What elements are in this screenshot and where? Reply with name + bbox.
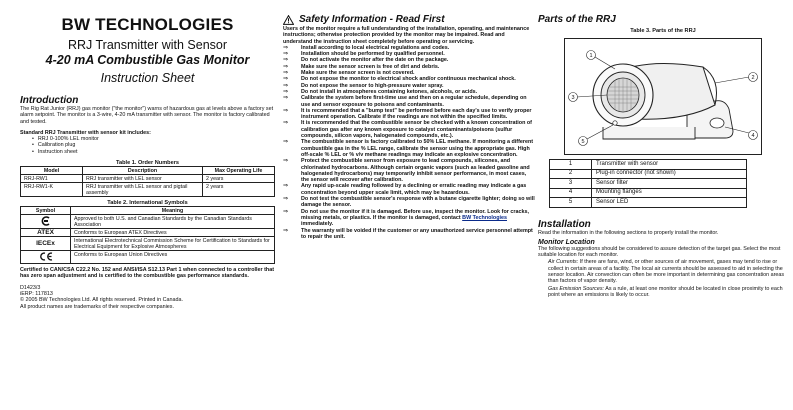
list-item: • Calibration plug xyxy=(32,142,275,148)
rrj-figure xyxy=(564,38,762,155)
table-header: Max Operating Life xyxy=(203,167,275,175)
safety-item-text: Installation should be performed by qualified personnel. xyxy=(301,51,445,58)
arrow-icon: ⇒ xyxy=(283,120,289,127)
arrow-icon: ⇒ xyxy=(283,63,289,70)
document-footer xyxy=(20,285,275,310)
callout-1: 1 xyxy=(589,53,593,59)
table-row xyxy=(550,198,747,208)
arrow-icon: ⇒ xyxy=(283,76,289,83)
ce-symbol-icon xyxy=(21,251,71,264)
safety-item xyxy=(283,228,535,241)
safety-item-text: Do not expose the sensor to high-pressure water spray. xyxy=(301,82,444,89)
parts-heading: Parts of the RRJ xyxy=(538,14,616,25)
list-item: • RRJ 0-100% LEL monitor xyxy=(32,136,275,142)
air-currents-text xyxy=(538,259,788,284)
callout-2: 2 xyxy=(751,75,755,81)
gas-emission-label: Gas Emission Sources: xyxy=(548,285,605,292)
table-row xyxy=(21,237,275,251)
intro-heading: Introduction xyxy=(20,95,79,106)
safety-item-text: Calibrate the system before first-time use and then on a regular schedule, depending on use and sensor exposure to poisons and contaminants. xyxy=(301,95,527,108)
table-cell: 2 years xyxy=(203,175,275,183)
installation-section xyxy=(538,219,788,299)
gas-emission-body: As a rule, at least one monitor should be located in close proximity to each point where an emissions is likely to occur. xyxy=(548,285,783,298)
table-row xyxy=(550,169,747,179)
kit-heading: Standard RRJ Transmitter with sensor kit includes: xyxy=(20,129,151,136)
safety-item-text: The combustible sensor is factory calibrated to 50% LEL methane. If monitoring a different combustible gas in the % LEL range, calibrate the sensor using the appropriate gas. High off-scale % LEL or % v/v methane readings may indicate an explosive concentration. xyxy=(301,139,534,158)
safety-intro: Users of the monitor require a full understanding of the installation, operating, and maintenance instructions; otherwise protection provided by the monitor may be impaired. Read and understand the instruction sheet completely before operating or servicing. xyxy=(283,26,530,45)
installation-text: Read the information in the following sections to properly install the monitor. xyxy=(538,229,719,236)
middle-column xyxy=(283,0,535,240)
intro-text: The Rig Rat Junior (RRJ) gas monitor ("the monitor") warns of hazardous gas at levels above a factory set alarm setpoint. The monitor is a 3-wire, 4-20 mA transmitter with sensor. The monitor is factory calibrated and tested. xyxy=(20,106,274,125)
safety-item-text: Make sure the sensor screen is free of dirt and debris. xyxy=(301,63,440,70)
arrow-icon: ⇒ xyxy=(283,107,289,114)
callout-5: 5 xyxy=(581,139,585,145)
table-cell: 2 xyxy=(550,169,592,179)
safety-title: Safety Information - Read First xyxy=(299,14,445,25)
table-cell: 3 xyxy=(550,179,592,189)
safety-item-text: Do not activate the monitor after the date on the package. xyxy=(301,57,449,64)
table-cell: RRJ-RW1 xyxy=(21,175,83,183)
table-header: Model xyxy=(21,167,83,175)
safety-item xyxy=(283,108,535,121)
arrow-icon: ⇒ xyxy=(283,70,289,77)
brand-title: BW TECHNOLOGIES xyxy=(61,15,234,34)
safety-item xyxy=(283,95,535,108)
warning-icon xyxy=(283,15,294,25)
table-header: Meaning xyxy=(71,207,275,215)
parts-table xyxy=(549,159,747,208)
installation-heading: Installation xyxy=(538,218,591,230)
arrow-icon: ⇒ xyxy=(283,208,289,215)
safety-item-text: Do not expose the monitor to electrical shock and/or continuous mechanical shock. xyxy=(301,76,516,83)
table-cell: 4 xyxy=(550,188,592,198)
arrow-icon: ⇒ xyxy=(283,158,289,165)
iecex-symbol: IECEx xyxy=(21,237,71,251)
safety-item-text: It is recommended that a "bump test" be performed before each day's use to verify proper instrument operation. Calibrate if the readings are not within the specified limits. xyxy=(301,107,532,121)
arrow-icon: ⇒ xyxy=(283,44,289,51)
doc-type: Instruction Sheet xyxy=(100,71,195,85)
csa-symbol-icon xyxy=(21,215,71,229)
symbols-table xyxy=(20,206,275,264)
arrow-icon: ⇒ xyxy=(283,139,289,146)
doc-id: D1423/3 xyxy=(20,284,41,291)
table-header: Description xyxy=(83,167,203,175)
table-cell: Conforms to European ATEX Directives xyxy=(71,229,275,237)
safety-list xyxy=(283,45,535,240)
table-cell: Sensor filter xyxy=(592,179,747,189)
safety-item-text: Do not test the combustible sensor's response with a butane cigarette lighter; doing so will damage the sensor. xyxy=(301,196,535,209)
safety-item-text: The warranty will be voided if the customer or any unauthorized service personnel attempt to repair the unit. xyxy=(301,227,533,240)
arrow-icon: ⇒ xyxy=(283,82,289,89)
copyright: © 2005 BW Technologies Ltd. All rights reserved. Printed in Canada. xyxy=(20,297,183,304)
table-cell: RRJ transmitter with LEL sensor and pigtail assembly xyxy=(83,183,203,197)
table-cell: Mounting flanges xyxy=(592,188,747,198)
table-row xyxy=(550,160,747,170)
safety-item-text: Install according to local electrical regulations and codes. xyxy=(301,44,450,51)
arrow-icon: ⇒ xyxy=(283,183,289,190)
certification-note: Certified to CAN/CSA C22.2 No. 152 and ANSI/ISA S12.13 Part 1 when connected to a controller that has zero span adjustment and is certified to the combustible gas performance standards. xyxy=(20,267,275,280)
list-item: • Instruction sheet xyxy=(32,149,275,155)
monitor-location-text: The following suggestions should be considered to assure detection of the target gas. Select the most suitable location for each monitor. xyxy=(538,245,781,259)
table-cell: Transmitter with sensor xyxy=(592,160,747,170)
table-cell: Sensor LED xyxy=(592,198,747,208)
arrow-icon: ⇒ xyxy=(283,88,289,95)
table-cell: RRJ transmitter with LEL sensor xyxy=(83,175,203,183)
table-cell: RRJ-RW1-K xyxy=(21,183,83,197)
safety-item xyxy=(283,196,535,209)
safety-item-text: Any rapid up-scale reading followed by a declining or erratic reading may indicate a gas concentration beyond upper scale limit, which may be hazardous. xyxy=(301,183,527,196)
table-row xyxy=(21,229,275,237)
table-row xyxy=(550,188,747,198)
table-cell: 1 xyxy=(550,160,592,170)
arrow-icon: ⇒ xyxy=(283,227,289,234)
table-cell: 2 years xyxy=(203,183,275,197)
table-row xyxy=(550,179,747,189)
callout-4: 4 xyxy=(751,133,755,139)
product-subtitle-bold: 4-20 mA Combustible Gas Monitor xyxy=(45,53,250,67)
gas-emission-text xyxy=(538,286,788,299)
table-cell: International Electrotechnical Commission Scheme for Certification to Standards for Electrical Equipment for Explosive Atmospheres xyxy=(71,237,275,251)
table-cell: Approved to both U.S. and Canadian Standards by the Canadian Standards Association xyxy=(71,215,275,229)
arrow-icon: ⇒ xyxy=(283,95,289,102)
table-row xyxy=(21,215,275,229)
table-row xyxy=(21,175,275,183)
safety-item xyxy=(283,209,535,228)
air-currents-body: If there are fans, wind, or other sources of air movement, gases may tend to rise or collect in certain areas of a facility. The local air currents should be assessed to aid in selecting the sensor location. Air convection can often be more important in determining gas concentration areas than factors of vapor density. xyxy=(548,259,785,285)
monitor-location-heading: Monitor Location xyxy=(538,238,595,246)
arrow-icon: ⇒ xyxy=(283,57,289,64)
arrow-icon: ⇒ xyxy=(283,51,289,58)
table-row xyxy=(21,183,275,197)
trademark-note: All product names are trademarks of their respective companies. xyxy=(20,303,175,310)
erp-number: iERP: 117813 xyxy=(20,290,53,297)
product-subtitle: RRJ Transmitter with Sensor xyxy=(67,38,228,52)
arrow-icon: ⇒ xyxy=(283,196,289,203)
safety-item-text: It is recommended that the combustible sensor be checked with a known concentration of calibration gas after any known exposure to catalyst contaminants/poisons (sulfur compounds, silicon vapors, halogenated compounds, etc.). xyxy=(301,120,532,140)
right-column xyxy=(538,0,788,298)
safety-item xyxy=(283,183,535,196)
callout-3: 3 xyxy=(571,95,575,101)
kit-list xyxy=(32,136,275,155)
air-currents-label: Air Currents: xyxy=(548,259,579,266)
safety-item-text: Protect the combustible sensor from exposure to lead compounds, silicones, and chlorinated hydrocarbons. Although certain organic vapors (such as leaded gasoline and halogenated hydrocarbons) may temporarily inhibit sensor performance, in most cases, the sensor will recover after calibration. xyxy=(301,158,530,184)
order-table xyxy=(20,166,275,197)
safety-item xyxy=(283,120,535,139)
rrj-device-illustration xyxy=(565,39,761,154)
table-row xyxy=(21,251,275,264)
parts-caption: Table 3. Parts of the RRJ xyxy=(630,28,696,34)
bw-technologies-link[interactable]: BW Technologies xyxy=(462,214,507,221)
order-table-caption: Table 1. Order Numbers xyxy=(115,160,179,167)
safety-item-text: Do not install in atmospheres containing ketones, alcohols, or acids. xyxy=(301,88,478,95)
table-cell: Conforms to European Union Directives xyxy=(71,251,275,264)
atex-symbol: ATEX xyxy=(21,229,71,237)
symbols-table-caption: Table 2. International Symbols xyxy=(107,200,188,207)
safety-item-text: Do not use the monitor if it is damaged. Before use, inspect the monitor. Look for cracks, missing metals, or plastics. If the monitor is damaged, contact BW Technologies immediately. xyxy=(301,208,529,228)
safety-item-text: Make sure the sensor screen is not covered. xyxy=(301,70,415,77)
safety-heading xyxy=(283,14,535,25)
table-cell: Plug-in connector (not shown) xyxy=(592,169,747,179)
table-header: Symbol xyxy=(21,207,71,215)
safety-item xyxy=(283,139,535,158)
safety-item xyxy=(283,158,535,183)
table-cell: 5 xyxy=(550,198,592,208)
left-column xyxy=(20,0,275,310)
link-suffix: immediately. xyxy=(301,221,334,228)
